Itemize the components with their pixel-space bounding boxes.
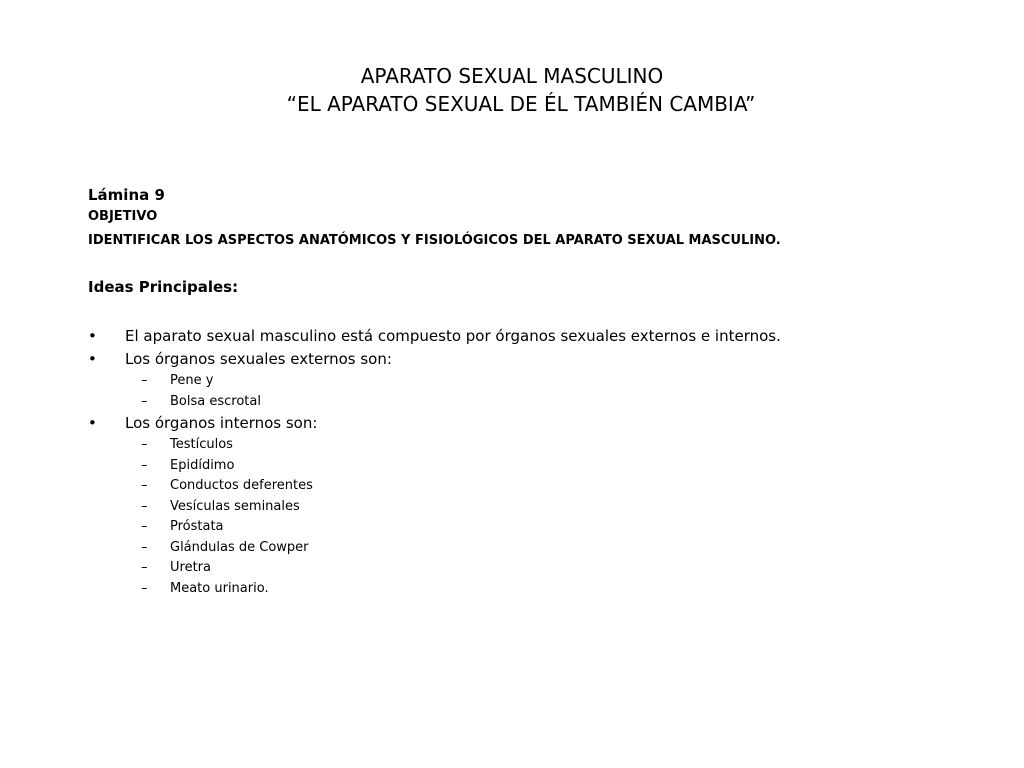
- objetivo-label: OBJETIVO: [88, 209, 158, 224]
- bullet-icon: •: [88, 414, 97, 432]
- dash-icon: –: [141, 437, 148, 452]
- sub-list-item: [125, 476, 968, 497]
- sub-list-item: [125, 497, 968, 518]
- ideas-item-text: Los órganos sexuales externos son:: [125, 350, 392, 368]
- sub-list-item-text: Pene y: [170, 373, 214, 388]
- ideas-item-text: El aparato sexual masculino está compuesto por órganos sexuales externos e internos.: [125, 327, 781, 345]
- sub-list-item-text: Uretra: [170, 560, 211, 575]
- sub-list-item-text: Epidídimo: [170, 457, 235, 473]
- sub-list-item: [125, 517, 968, 538]
- dash-icon: –: [141, 539, 148, 555]
- slide-subtitle: “EL APARATO SEXUAL DE ÉL TAMBIÉN CAMBIA”: [286, 92, 756, 116]
- dash-icon: –: [141, 457, 148, 473]
- sub-list-item-text: Próstata: [170, 519, 224, 534]
- dash-icon: –: [141, 478, 148, 493]
- sub-list-item-text: Glándulas de Cowper: [170, 539, 309, 555]
- ideas-item: [88, 348, 968, 412]
- ideas-item: [88, 325, 968, 348]
- sub-list-item: [125, 558, 968, 579]
- dash-icon: –: [141, 580, 148, 596]
- sub-list-item: [125, 579, 968, 600]
- internal-organs-list: [125, 435, 968, 599]
- dash-icon: –: [141, 519, 148, 534]
- sub-list-item-text: Bolsa escrotal: [170, 393, 261, 409]
- sub-list-item: [125, 371, 968, 392]
- ideas-list: [88, 325, 968, 599]
- ideas-heading: Ideas Principales:: [88, 278, 239, 296]
- lamina-number: Lámina 9: [88, 186, 165, 204]
- external-organs-list: [125, 371, 968, 412]
- sub-list-item: [125, 392, 968, 413]
- sub-list-item-text: Meato urinario.: [170, 580, 269, 596]
- sub-list-item-text: Conductos deferentes: [170, 478, 313, 493]
- slide-title: APARATO SEXUAL MASCULINO: [360, 64, 664, 88]
- bullet-icon: •: [88, 350, 97, 368]
- slide-content: [88, 185, 968, 599]
- sub-list-item: [125, 538, 968, 559]
- bullet-icon: •: [88, 327, 97, 345]
- dash-icon: –: [141, 498, 148, 514]
- title-block: [0, 62, 1024, 118]
- dash-icon: –: [141, 373, 148, 388]
- sub-list-item: [125, 435, 968, 456]
- sub-list-item: [125, 456, 968, 477]
- sub-list-item-text: Vesículas seminales: [170, 498, 300, 514]
- ideas-item: [88, 412, 968, 599]
- ideas-item-text: Los órganos internos son:: [125, 414, 318, 432]
- sub-list-item-text: Testículos: [170, 437, 233, 452]
- objetivo-text: IDENTIFICAR LOS ASPECTOS ANATÓMICOS Y FISIOLÓGICOS DEL APARATO SEXUAL MASCULINO.: [88, 233, 781, 248]
- dash-icon: –: [141, 393, 148, 409]
- dash-icon: –: [141, 560, 148, 575]
